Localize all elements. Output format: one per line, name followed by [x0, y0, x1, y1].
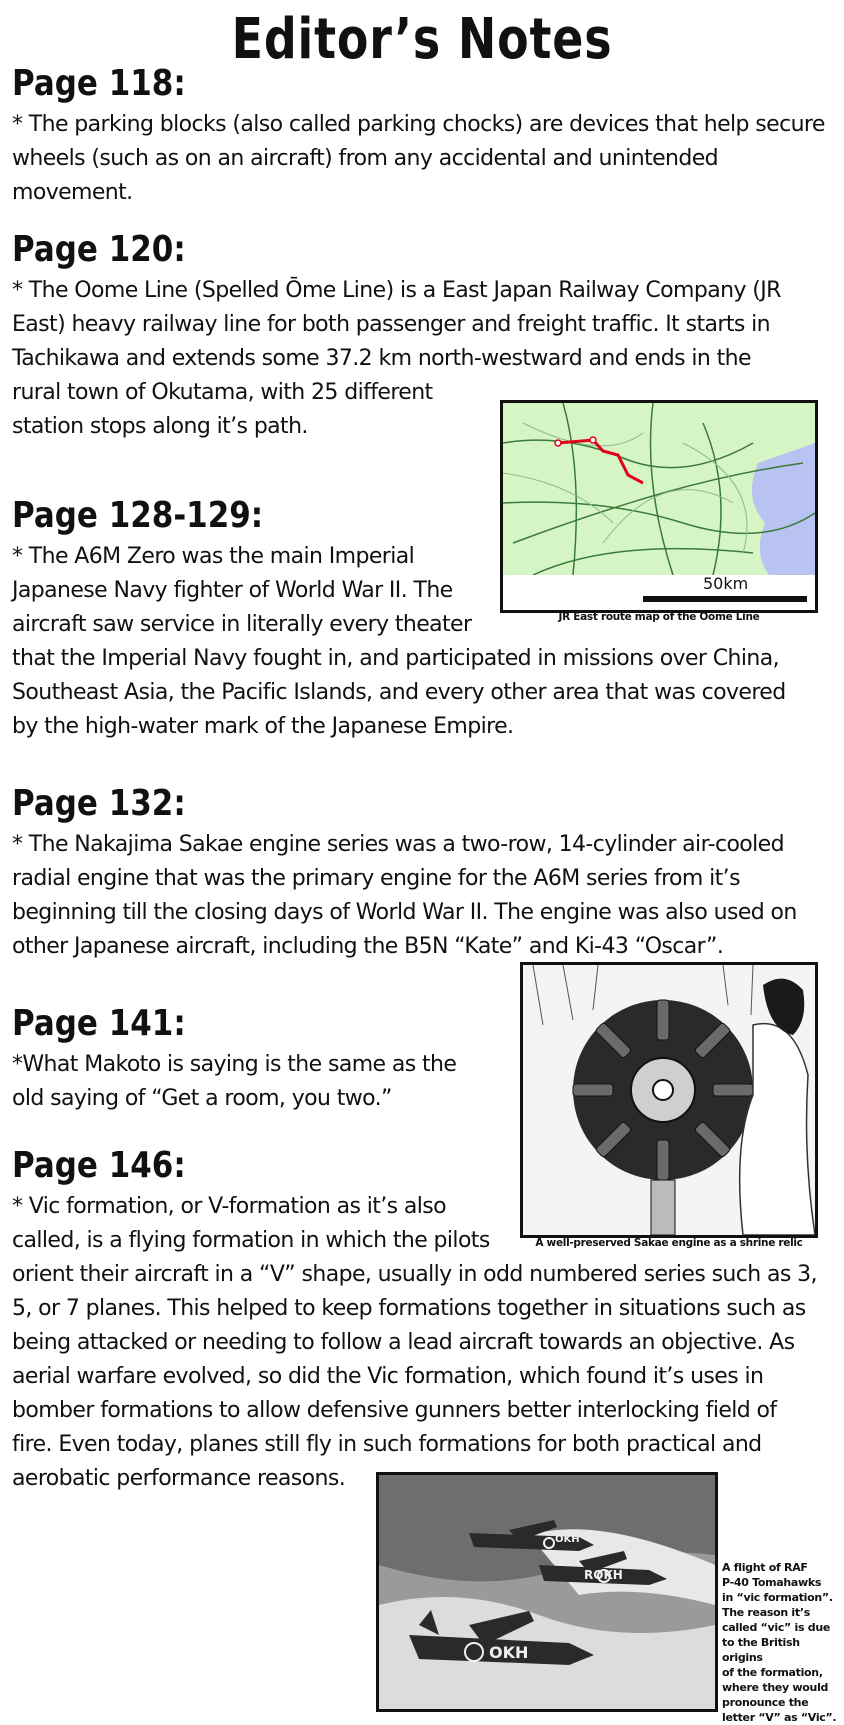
note-text: * The Nakajima Sakae engine series was a two-row, 14-cylinder air-cooled radial engine that was the primary engine for the A6M series from it’s beginning till the closing days of World War II. The engine was also used on other Japanese aircraft, including the B5N “Kate” and Ki-43 “Oscar”. [12, 832, 797, 959]
plane-marking: OKH [555, 1534, 580, 1545]
note-text: *What Makoto is saying is the same as the old saying of “Get a room, you two.” [12, 1052, 457, 1111]
note-page-146 [12, 1145, 817, 1496]
note-text: * Vic formation, or V-formation as it’s also called, is a flying formation in which the pilots orient their aircraft in a “V” shape, usually in odd numbered series such as 3, 5, or 7 planes. This helped to keep formations together in situations such as being attacked or needing to follow a lead aircraft towards an objective. As aerial warfare evolved, so did the Vic formation, which found it’s uses in bomber formations to allow defensive gunners better interlocking field of fire. Even today, planes still fly in such formations for both practical and aerobatic performance reasons. [12, 1194, 817, 1491]
plane-marking: ROKH [584, 1568, 623, 1582]
note-page-118 [12, 63, 825, 210]
note-text: * The Oome Line (Spelled Ōme Line) is a East Japan Railway Company (JR East) heavy railway line for both passenger and freight traffic. It starts in Tachikawa and extends some 37.2 km north-westward and ends in the rural town of Okutama, with 25 different station stops along it’s path. [12, 278, 781, 439]
plane-marking: OKH [489, 1643, 529, 1662]
planes-photo [379, 1475, 715, 1709]
page-title: Editor’s Notes [231, 7, 613, 72]
planes-caption: A flight of RAF P-40 Tomahawks in “vic formation”. The reason it’s called “vic” is due to the British origins of the formation, where they would pronounce the letter “V” as “Vic”. [722, 1561, 837, 1724]
map-caption: JR East route map of the Oome Line [558, 611, 760, 623]
note-heading: Page 120: [12, 229, 186, 270]
note-heading: Page 132: [12, 783, 186, 824]
note-page-141 [12, 1003, 457, 1116]
note-page-132 [12, 783, 797, 964]
note-heading: Page 118: [12, 63, 186, 104]
note-heading: Page 128-129: [12, 495, 264, 536]
note-page-128-129 [12, 495, 786, 744]
note-text: * The A6M Zero was the main Imperial Japanese Navy fighter of World War II. The aircraft saw service in literally every theater that the Imperial Navy fought in, and participated in missions over China, Southeast Asia, the Pacific Islands, and every other area that was covered by the high-water mark of the Japanese Empire. [12, 544, 786, 739]
map-scale-label: 50km [703, 574, 749, 593]
note-heading: Page 141: [12, 1003, 186, 1044]
note-text: * The parking blocks (also called parking chocks) are devices that help secure wheels (such as on an aircraft) from any accidental and unintended movement. [12, 112, 825, 205]
planes-figure [376, 1472, 718, 1712]
note-heading: Page 146: [12, 1145, 186, 1186]
engine-caption: A well-preserved Sakae engine as a shrine relic [535, 1237, 803, 1249]
